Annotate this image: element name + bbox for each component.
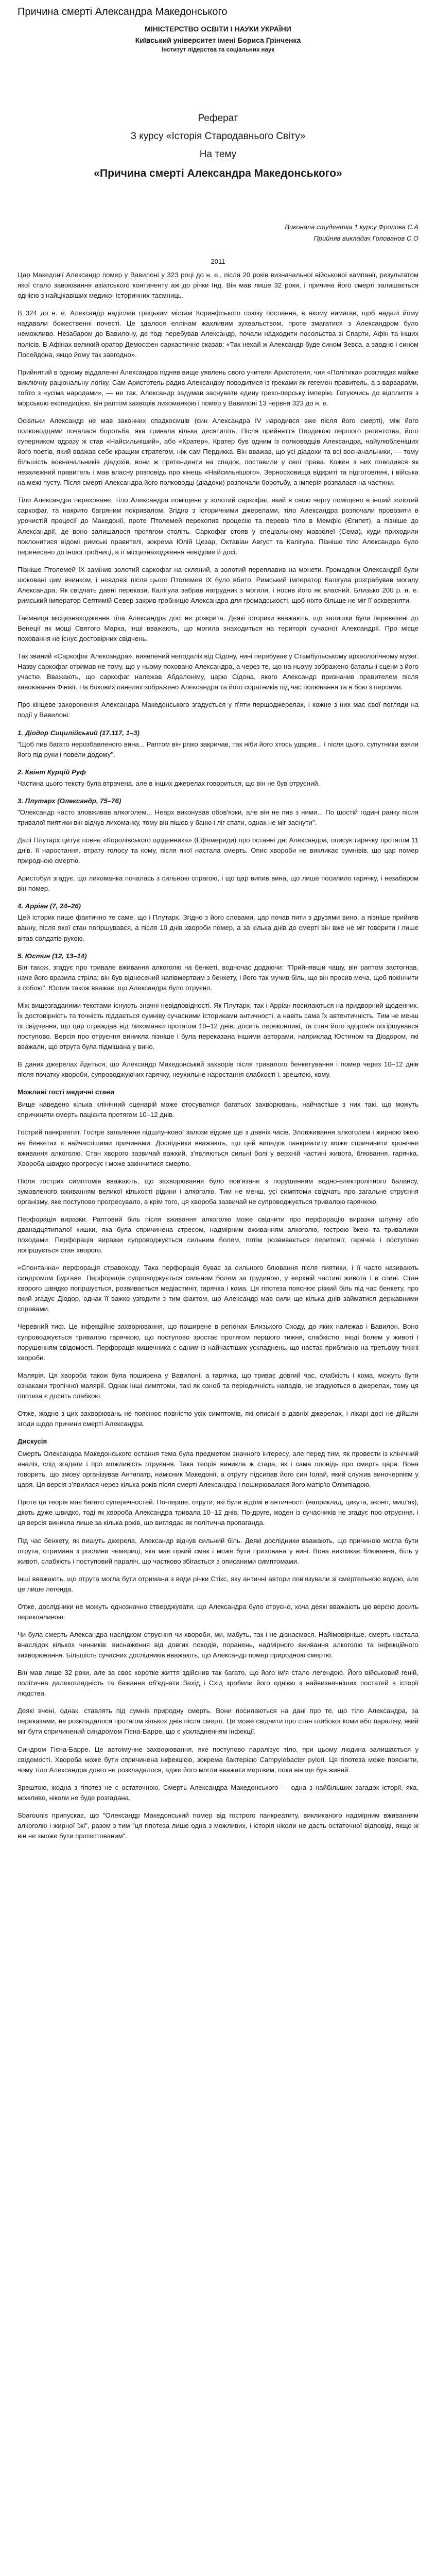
university-heading: Київський університет імені Бориса Грінченка [135,36,301,44]
genre-label: Реферат [198,113,238,124]
discussion-paragraph: Синдром Гієна-Барре. Це автоімунне захворювання, яке поступово паралізує тіло, при цьому людина залишається у свідомості. Хвороба може бути спричинена інфекцією, зокрема бактерією Campylobacter pylori. Ця гіпотеза може пояснити, чому тіло Александра довго не розкладалося, адже його могли вважати мертвим, поки він ще був живий. [18,1745,418,1774]
discussion-paragraph: Отже, дослідники не можуть однозначно стверджувати, що Александра було отруєно, хоча деякі вважають цю версію досить переконливою. [18,1602,418,1621]
discussion-paragraph: Деякі вчені, однак, ставлять під сумнів природну смерть. Вони посилаються на дані про те, що тіло Александра, за переказами, не розкладалося протягом кількох днів після смерті. Це може свідчити про стан глибокої коми або паралічу, який міг бути спричинений синдромом Гієна-Барре, що є ускладненням інфекції. [18,1707,418,1736]
source-heading: 2. Квінт Курцій Руф [18,768,86,776]
medical-paragraph: Перфорація виразки. Раптовий біль після вживання алкоголю може свідчити про перфорацію виразки шлунку або дванадцятипалої кишки, яка була спричинена стресом, надмірним вживанням алкоголю, гострою їжею та тривалими походами. Перфорація виразки супроводжується сильним болем, потім розвивається перитоніт, гарячка і поступово погіршується стан хворого. [18,1215,418,1255]
medical-section [18,1087,418,1429]
medical-paragraph: Гострий панкреатит. Гостре запалення підшлункової залози відоме ще з давніх часів. Зловживання алкоголем і жирною їжею на бенкетах є найчастішими причинами. Дослідники вважають, що цей випадок панкреатиту може спричинити хронічне вживання алкоголю. Стан хворого зазвичай важкий, з'являються сильні болі у верхній частині живота, блювання, гарячка. Хвороба швидко прогресує і може закінчитися смертю. [18,1128,418,1167]
source-text: Частина цього тексту була втрачена, але в інших джерелах говориться, що він не був отруєний. [18,779,320,787]
source-text: В даних джерелах йдеться, що Александр Македонський захворів після тривалого бенкетування і помер через 10–12 днів після початку хвороби, супроводжуючих гарячку, неухильне наростання слабкості і, зрештою, кому. [18,1060,418,1079]
source-text: "Олександр часто зловживав алкоголем... Неарх виконував обов'язки, але він не пив з ними... По шостій годині ранку після тривалої пиятики він відчув лихоманку, тому він пішов у баню і ліг спати, однак не міг заснути". [18,808,418,826]
institute-heading: Інститут лідерства та соціальних наук [161,46,275,53]
sources-section [18,728,418,1080]
page-title: Причина смерті Александра Македонського [18,6,228,18]
medical-paragraph: Черевний тиф. Це інфекційне захворювання, що поширене в регіонах Близького Сходу, до яких належав і Вавилон. Воно супроводжується тривалою гарячкою, що поступово зростає протягом першого тижня, слабкістю, іноді болем у животі і порушенням свідомості. Перфорація кишечника є одним із найчастіших ускладнень, що настає приблизно на третьому тижні хвороби. [18,1323,418,1362]
medical-paragraph: Отже, жодне з цих захворювань не пояснює повністю усіх симптомів, які описані в давніх джерелах, і лікарі досі не дійшли згоди щодо причини смерті Александра. [18,1409,418,1428]
source-text: Далі Плутарх цитує повне «Королівського щоденника» (Ефемериди) про останні дні Александра, описує гарячку протягом 11 днів, її наростання, втрату голосу та кому, після якої настала смерть. Опис хвороби не викликає сумнівів, що цар помер природною смертю. [18,836,418,865]
medical-paragraph: Вище наведено кілька клінічний сценарій може стосуватися багатьох захворювань, найчастіше з них такі, що можуть спричиняти смерть пацієнта протягом 10–12 днів. [18,1100,418,1119]
intro-paragraph: В 324 до н. е. Александр надіслав грецьким містам Коринфського союзу послання, в якому вимагав, щоб надалі йому надавали божественні почесті. Це здалося еллінам жахливим зухвальством, проте змагатися з Александром було неможливо. Незабаром до Вавилону, де тоді перебував Александр, почали надходити посольства зі Спарти, Афін та інших полісів. В Афінах великий оратор Демосфен саркастично сказав: «Так нехай ж Александр буде сином Зевса, а заодно і сином Посейдона, якщо йому так завгодно». [18,309,418,359]
on-topic-label: На тему [199,149,237,160]
intro-paragraph: Цар Македонії Александр помер у Вавилоні у 323 році до н. е., після 20 років визначальної військової кампанії, результатом якої стало завоювання азіатського континенту аж до річки Інд. Він мав лише 32 роки, і причина його смерті залишається однією з найцікавіших медико- історичних таємниць. [18,271,418,300]
intro-paragraph: Прийнятий в одному віддаленні Александра підняв вище уявлень свого учителя Аристотеля, чия «Політика» розглядає майже виключну раціональну логіку. Сам Аристотель радив Александру поводитися із греками як гегемон правитель, а з варварами, тобто з «усіма народами», — не так. Александр задумав заснувати єдину греко-перську імперію. Готуючись до відплиття з морською експедицією, він раптом захворів лихоманкою і помер у Вавилоні 13 червня 323 до н. е. [18,368,418,407]
intro-paragraph: Так званий «Саркофаг Александра», виявлений неподалік від Сідону, нині перебуває у Стамбульському археологічному музеї. Назву саркофаг отримав не тому, що у ньому поховано Александра, а через те, що на ньому зображено батальні сцени з його участю. Вважають, що саркофаг належав Абдалоніму, царю Сідона, якого Александр призначив правителем після завоювання Фінікії. На бокових панелях зображено Александра та його соратників під час полювання та в бою з персами. [18,652,418,691]
year: 2011 [211,258,225,266]
intro-paragraph: Таємниця місцезнаходження тіла Александра досі не розкрита. Деякі історики вважають, що залишки були перевезені до Венеції як мощі Святого Марка, інші вважають, що могила знаходиться на території сучасної Александрії. Про місце поховання не існує достовірних свідчень. [18,614,418,643]
discussion-paragraph: Він мав лише 32 роки, але за своє коротке життя здійснив так багато, що його ім'я стало легендою. Його військовий геній, політична далекоглядність та бажання об'єднати Захід і Схід зробили його однією з найвизначніших постатей в історії людства. [18,1669,418,1698]
author-performed: Виконала студентка 1 курсу Фролова Є.А [285,223,418,231]
medical-heading: Можливі гості медичні стани [18,1088,115,1096]
source-heading: 5. Юстин (12, 13–14) [18,952,87,960]
discussion-paragraph: Чи була смерть Александра наслідком отруєння чи хвороби, ми, мабуть, так і не дізнаємося. Найімовірніше, смерть настала внаслідок кількох чинників: виснаження від довгих походів, поранень, надмірного вживання алкоголю та інфекційного захворювання. Більшість сучасних дослідників вважають, що Александр помер природною смертю. [18,1630,418,1659]
course-label: З курсу «Історія Стародавнього Світу» [130,131,306,142]
discussion-paragraph: Sbarounis припускає, що "Олександр Македонський помер від гострого панкреатиту, викликаного надмірним вживанням алкоголю і жирної їжі", разом з тим "ця гіпотеза лише одна з можливих, і історія ніколи не дасть остаточної відповіді, якщо ж він не зможе бути протестованим". [18,1811,418,1840]
intro-section [18,270,418,720]
discussion-paragraph: Інші вважають, що отрута могла бути отримана з води річки Стікс, яку античні автори пов'язували зі смертельною водою, але це лише легенда. [18,1574,418,1593]
source-text: Аристобул згадує, що лихоманка почалась з сильною спрагою, і що цар випив вина, що лише посилило гарячку, і незабаром він помер. [18,874,418,893]
source-heading: 3. Плутарх (Олександр, 75–76) [18,796,121,805]
intro-paragraph: Пізніше Птолемей IX замінив золотий саркофаг на скляний, а золотий переплавив на монети. Громадяни Олександрії були шоковані цим вчинком, і невдовзі після цього Птолемея IX було вбито. Римський імператор Калігула розграбував могилу Александра. Як свідчать давні перекази, Калігула забрав нагрудник з могили, і носив його як власний. Близько 200 р. н. е. римський імператор Септимій Север закрив гробницю Александра для громадськості, щоб ніхто більше не міг її оскверняти. [18,565,418,604]
source-text: Він також, згадує про тривале вживання алкоголю на бенкеті, водночас додаючи: "Прийнявши чашу, він раптом застогнав, наче його вразила стріла; він був віднесений напівмертвим з бенкету, і його так мучив біль, що він просив меча, щоб покінчити з собою". Юстин також вважає, що Александра було отруєно. [18,963,418,992]
intro-paragraph: Оскільки Александр не мав законних спадкоємців (син Александра IV народився вже після його смерті), між його полководцями почалася боротьба, яка тривала кілька десятиліть. Після прийняття Пердикою першого регентства, його суперником одразу ж став «Найсильніший», або «Кратер». Кратер був одним із полководців Александра, найулюбленіших його поетів, який вважав себе кращим стратегом, ніж сам Пердикка. Він вважав, що усі діадохи та всі воєначальники, — тому більшість воєначальників діадохів, вони ж претенденти на спадок, поставили у свої права. Кожен з них поводився як незалежний правитель і мав власну розповідь про кінець «Найсильнішого». Зерносховища відкриті та підготовлені, і війська на межі пусту. Після смерті Александра його полководці (діадохи) розпочали боротьбу, а імперія розпалася на частини. [18,416,418,487]
author-checked: Прийняв викладач Голованов С.О [313,234,418,242]
source-heading: 1. Діодор Сицилійський (17.117, 1–3) [18,728,140,737]
source-heading: 4. Арріан (7, 24–26) [18,902,81,910]
source-text: Цей історик пише фактично те саме, що і Плутарх. Згідно з його словами, цар почав пити з друзями вино, а пізніше прийняв ванну, після якої стан погіршувався, а після 10 днів хвороби помер, а за кілька днів до смерті він вже не міг говорити і лише вітав солдатів рукою. [18,913,418,942]
intro-paragraph: Тіло Александра переховане, тіло Александра поміщене у золотий саркофаг, який в свою чергу поміщено в інший золотий саркофаг, та накрито багряним покривалом. Згідно з історичними джерелами, тіло Александра розпочали провозити в урочистій процесії до Македонії, проте Птолемей перехопив процесію та перевіз тіло в Мемфіс (Єгипет), а пізніше до Александрії, де воно залишалося протягом століть. Саркофаг стояв у спеціальному мавзолеї (Сема), куди приходили поклонитися відомі римські правителі, зокрема Юлій Цезар, Октавіан Август та Калігула. Пізніше тіло Александра було перенесено до іншої гробниці, а її місцезнаходження невідоме й досі. [18,496,418,556]
discussion-section [18,1436,418,1841]
essay-title: «Причина смерті Александра Македонського» [94,167,342,180]
medical-paragraph: Після гострих симптомів вважають, що захворювання було пов'язане з порушенням водно-електролітного балансу, зумовленого вживанням великої кількості рідини і алкоголю. Тим не менш, усі симптоми свідчать про загальне отруєння організму, яке поступово прогресувало, а крім того, ця хвороба зазвичай не супроводжується тривалою гарячкою. [18,1177,418,1206]
medical-paragraph: «Спонтанна» перфорація стравоходу. Така перфорація буває за сильного блювання після пиятики, і її часто називають синдромом Бургаве. Перфорація супроводжується сильним болем за грудиною, у верхній частині живота і в спині. Стан хворого швидко погіршується, розвивається медіастиніт, гарячка і кома. Ця гіпотеза пояснює різкий біль під час бенкету, про який згадує Діодор, однак її важко узгодити з тим фактом, що Александр мав сили ще кілька днів займатися державними справами. [18,1264,418,1313]
source-text: "Щоб пив багато нерозбавленого вина... Раптом він різко закричав, так ніби його хтось ударив... і після цього, супутники взяли його під руки і повели додому". [18,740,418,758]
discussion-paragraph: Проте ця теорія має багато суперечностей. По-перше, отрути, які були відомі в античності (наприклад, цикута, аконіт, миш'як), діють дуже швидко, тоді як хвороба Александра тривала 10–12 днів. По-друге, жоден із сучасників не згадує про отруєння, і ця версія виникла лише за кілька років, що виглядає як політична пропаганда. [18,1498,418,1527]
discussion-paragraph: Смерть Олександра Македонського остання тема була предметом значного інтересу, але перед тим, як провести із клінічний аналіз, слід згадати і про можливість отруєння. Така теорія виникла ж стара, як і сама оповідь про смерть царя. Вона говорить, що змову організував Антипатр, намісник Македонії, а отруту підсипав його син Іолай, який служив виночерпієм у царя. Ця версія зʼявилася через кілька років після смерті Александра і поширювалася його матір'ю Олімпіадою. [18,1450,418,1489]
discussion-paragraph: Зрештою, жодна з гіпотез не є остаточною. Смерть Александра Македонського — одна з найбільших загадок історії, яка, можливо, ніколи не буде розгадана. [18,1783,418,1802]
intro-paragraph: Про кінцеве захоронення Александра Македонського згадується у п'яти першоджерелах, і кожне з них має свої погляди на події у Вавилоні: [18,701,418,719]
source-text: Між вищезгаданими текстами існують значні невідповідності. Як Плутарх, так і Арріан посилаються на придворний щоденник. Їх достовірність та точність піддається сумніву сучасними істориками античності, а навіть сама їх автентичність. Тим не менш їх свідчення, що цар страждав від лихоманки протягом 10–12 днів, досить переконливі, та стан його здоров'я погіршувався поступово. Версія про отруєння виникла пізніше і була переказана іншими авторами, наприклад Юстином та Діодором, які вважали, що отрута була підмішана у вино. [18,1001,418,1051]
discussion-heading: Дискусія [18,1437,47,1446]
medical-paragraph: Малярія. Ця хвороба також була поширена у Вавилоні, а гарячка, що триває довгий час, слабкість і кома, можуть бути ознаками тропічної малярії. Однак інші симптоми, такі як озноб та періодичність нападів, не згадуються в джерелах, тому ця гіпотеза є досить слабкою. [18,1371,418,1400]
discussion-paragraph: Під час бенкету, як пишуть джерела, Александр відчув сильний біль. Деякі дослідники вважають, що причиною могла бути отрута, отримана з рослини чемериці, яка має гіркий смак і може бути прихована у вині. Вона викликає блювання, біль у животі, слабкість і поступовий параліч, що частково збігається з описаними симптомами. [18,1536,418,1565]
ministry-heading: МІНІСТЕРСТВО ОСВІТИ І НАУКИ УКРАЇНИ [145,25,291,33]
